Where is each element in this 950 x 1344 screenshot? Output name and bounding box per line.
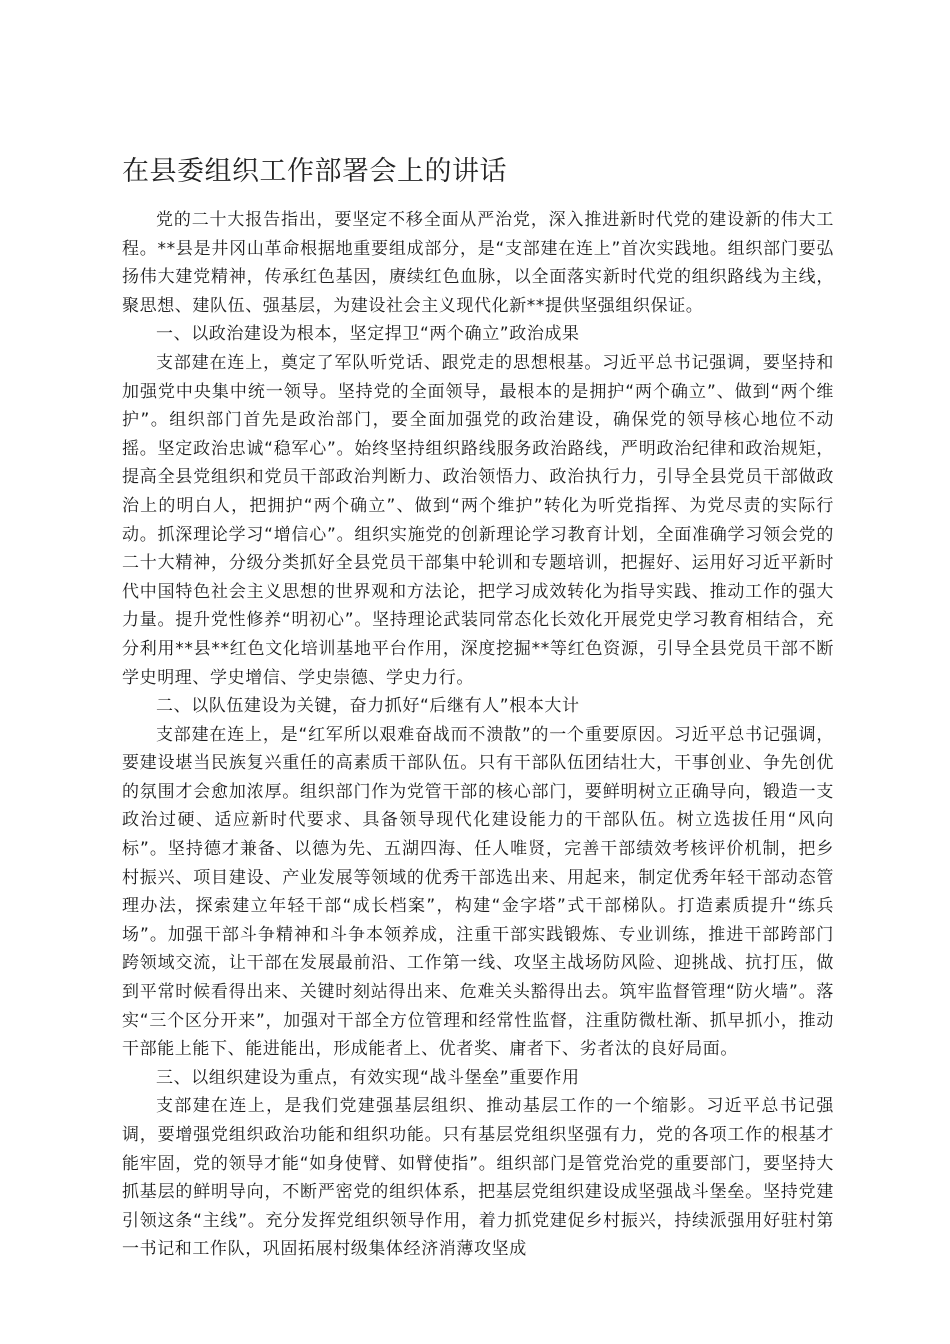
section-1-body: 支部建在连上，奠定了军队听党话、跟党走的思想根基。习近平总书记强调，要坚持和加强党中央集中统一领导。坚持党的全面领导，最根本的是拥护“两个确立”、做到“两个维护”。组织部门首先是政治部门，要全面加强党的政治建设，确保党的领导核心地位不动摇。坚定政治忠诚“稳军心”。始终坚持组织路线服务政治路线，严明政治纪律和政治规矩，提高全县党组织和党员干部政治判断力、政治领悟力、政治执行力，引导全县党员干部做政治上的明白人，把拥护“两个确立”、做到“两个维护”转化为听党指挥、为党尽责的实际行动。抓深理论学习“增信心”。组织实施党的创新理论学习教育计划，全面准确学习领会党的二十大精神，分级分类抓好全县党员干部集中轮训和专题培训，把握好、运用好习近平新时代中国特色社会主义思想的世界观和方法论，把学习成效转化为指导实践、推动工作的强大力量。提升党性修养“明初心”。坚持理论武装同常态化长效化开展党史学习教育相结合，充分利用**县**红色文化培训基地平台作用，深度挖掘**等红色资源，引导全县党员干部不断学史明理、学史增信、学史崇德、学史力行。: [122, 352, 834, 688]
intro-paragraph: 党的二十大报告指出，要坚定不移全面从严治党，深入推进新时代党的建设新的伟大工程。**县是井冈山革命根据地重要组成部分，是“支部建在连上”首次实践地。组织部门要弘扬伟大建党精神，传承红色基因，赓续红色血脉，以全面落实新时代党的组织路线为主线，聚思想、建队伍、强基层，为建设社会主义现代化新**提供坚强组织保证。: [122, 210, 834, 316]
section-2-heading: 二、以队伍建设为关键，奋力抓好“后继有人”根本大计: [156, 696, 580, 717]
document-body: [122, 206, 834, 1264]
section-3-body: 支部建在连上，是我们党建强基层组织、推动基层工作的一个缩影。习近平总书记强调，要增强党组织政治功能和组织功能。只有基层党组织坚强有力，党的各项工作的根基才能牢固，党的领导才能“如身使臂、如臂使指”。组织部门是管党治党的重要部门，要坚持大抓基层的鲜明导向，不断严密党的组织体系，把基层党组织建设成坚强战斗堡垒。坚持党建引领这条“主线”。充分发挥党组织领导作用，着力抓党建促乡村振兴，持续派强用好驻村第一书记和工作队，巩固拓展村级集体经济消薄攻坚成: [122, 1096, 834, 1260]
section-2-body: 支部建在连上，是“红军所以艰难奋战而不溃散”的一个重要原因。习近平总书记强调，要建设堪当民族复兴重任的高素质干部队伍。只有干部队伍团结壮大，干事创业、争先创优的氛围才会愈加浓厚。组织部门作为党管干部的核心部门，要鲜明树立正确导向，锻造一支政治过硬、适应新时代要求、具备领导现代化建设能力的干部队伍。树立选拔任用“风向标”。坚持德才兼备、以德为先、五湖四海、任人唯贤，完善干部绩效考核评价机制，把乡村振兴、项目建设、产业发展等领域的优秀干部选出来、用起来，制定优秀年轻干部动态管理办法，探索建立年轻干部“成长档案”，构建“金字塔”式干部梯队。打造素质提升“练兵场”。加强干部斗争精神和斗争本领养成，注重干部实践锻炼、专业训练，推进干部跨部门跨领域交流，让干部在发展最前沿、工作第一线、攻坚主战场防风险、迎挑战、抗打压，做到平常时候看得出来、关键时刻站得出来、危难关头豁得出去。筑牢监督管理“防火墙”。落实“三个区分开来”，加强对干部全方位管理和经常性监督，注重防微杜渐、抓早抓小，推动干部能上能下、能进能出，形成能者上、优者奖、庸者下、劣者汰的良好局面。: [122, 724, 834, 1060]
section-3-heading: 三、以组织建设为重点，有效实现“战斗堡垒”重要作用: [156, 1067, 580, 1088]
document-title: 在县委组织工作部署会上的讲话: [122, 156, 507, 187]
section-1-heading: 一、以政治建设为根本，坚定捍卫“两个确立”政治成果: [156, 324, 580, 345]
